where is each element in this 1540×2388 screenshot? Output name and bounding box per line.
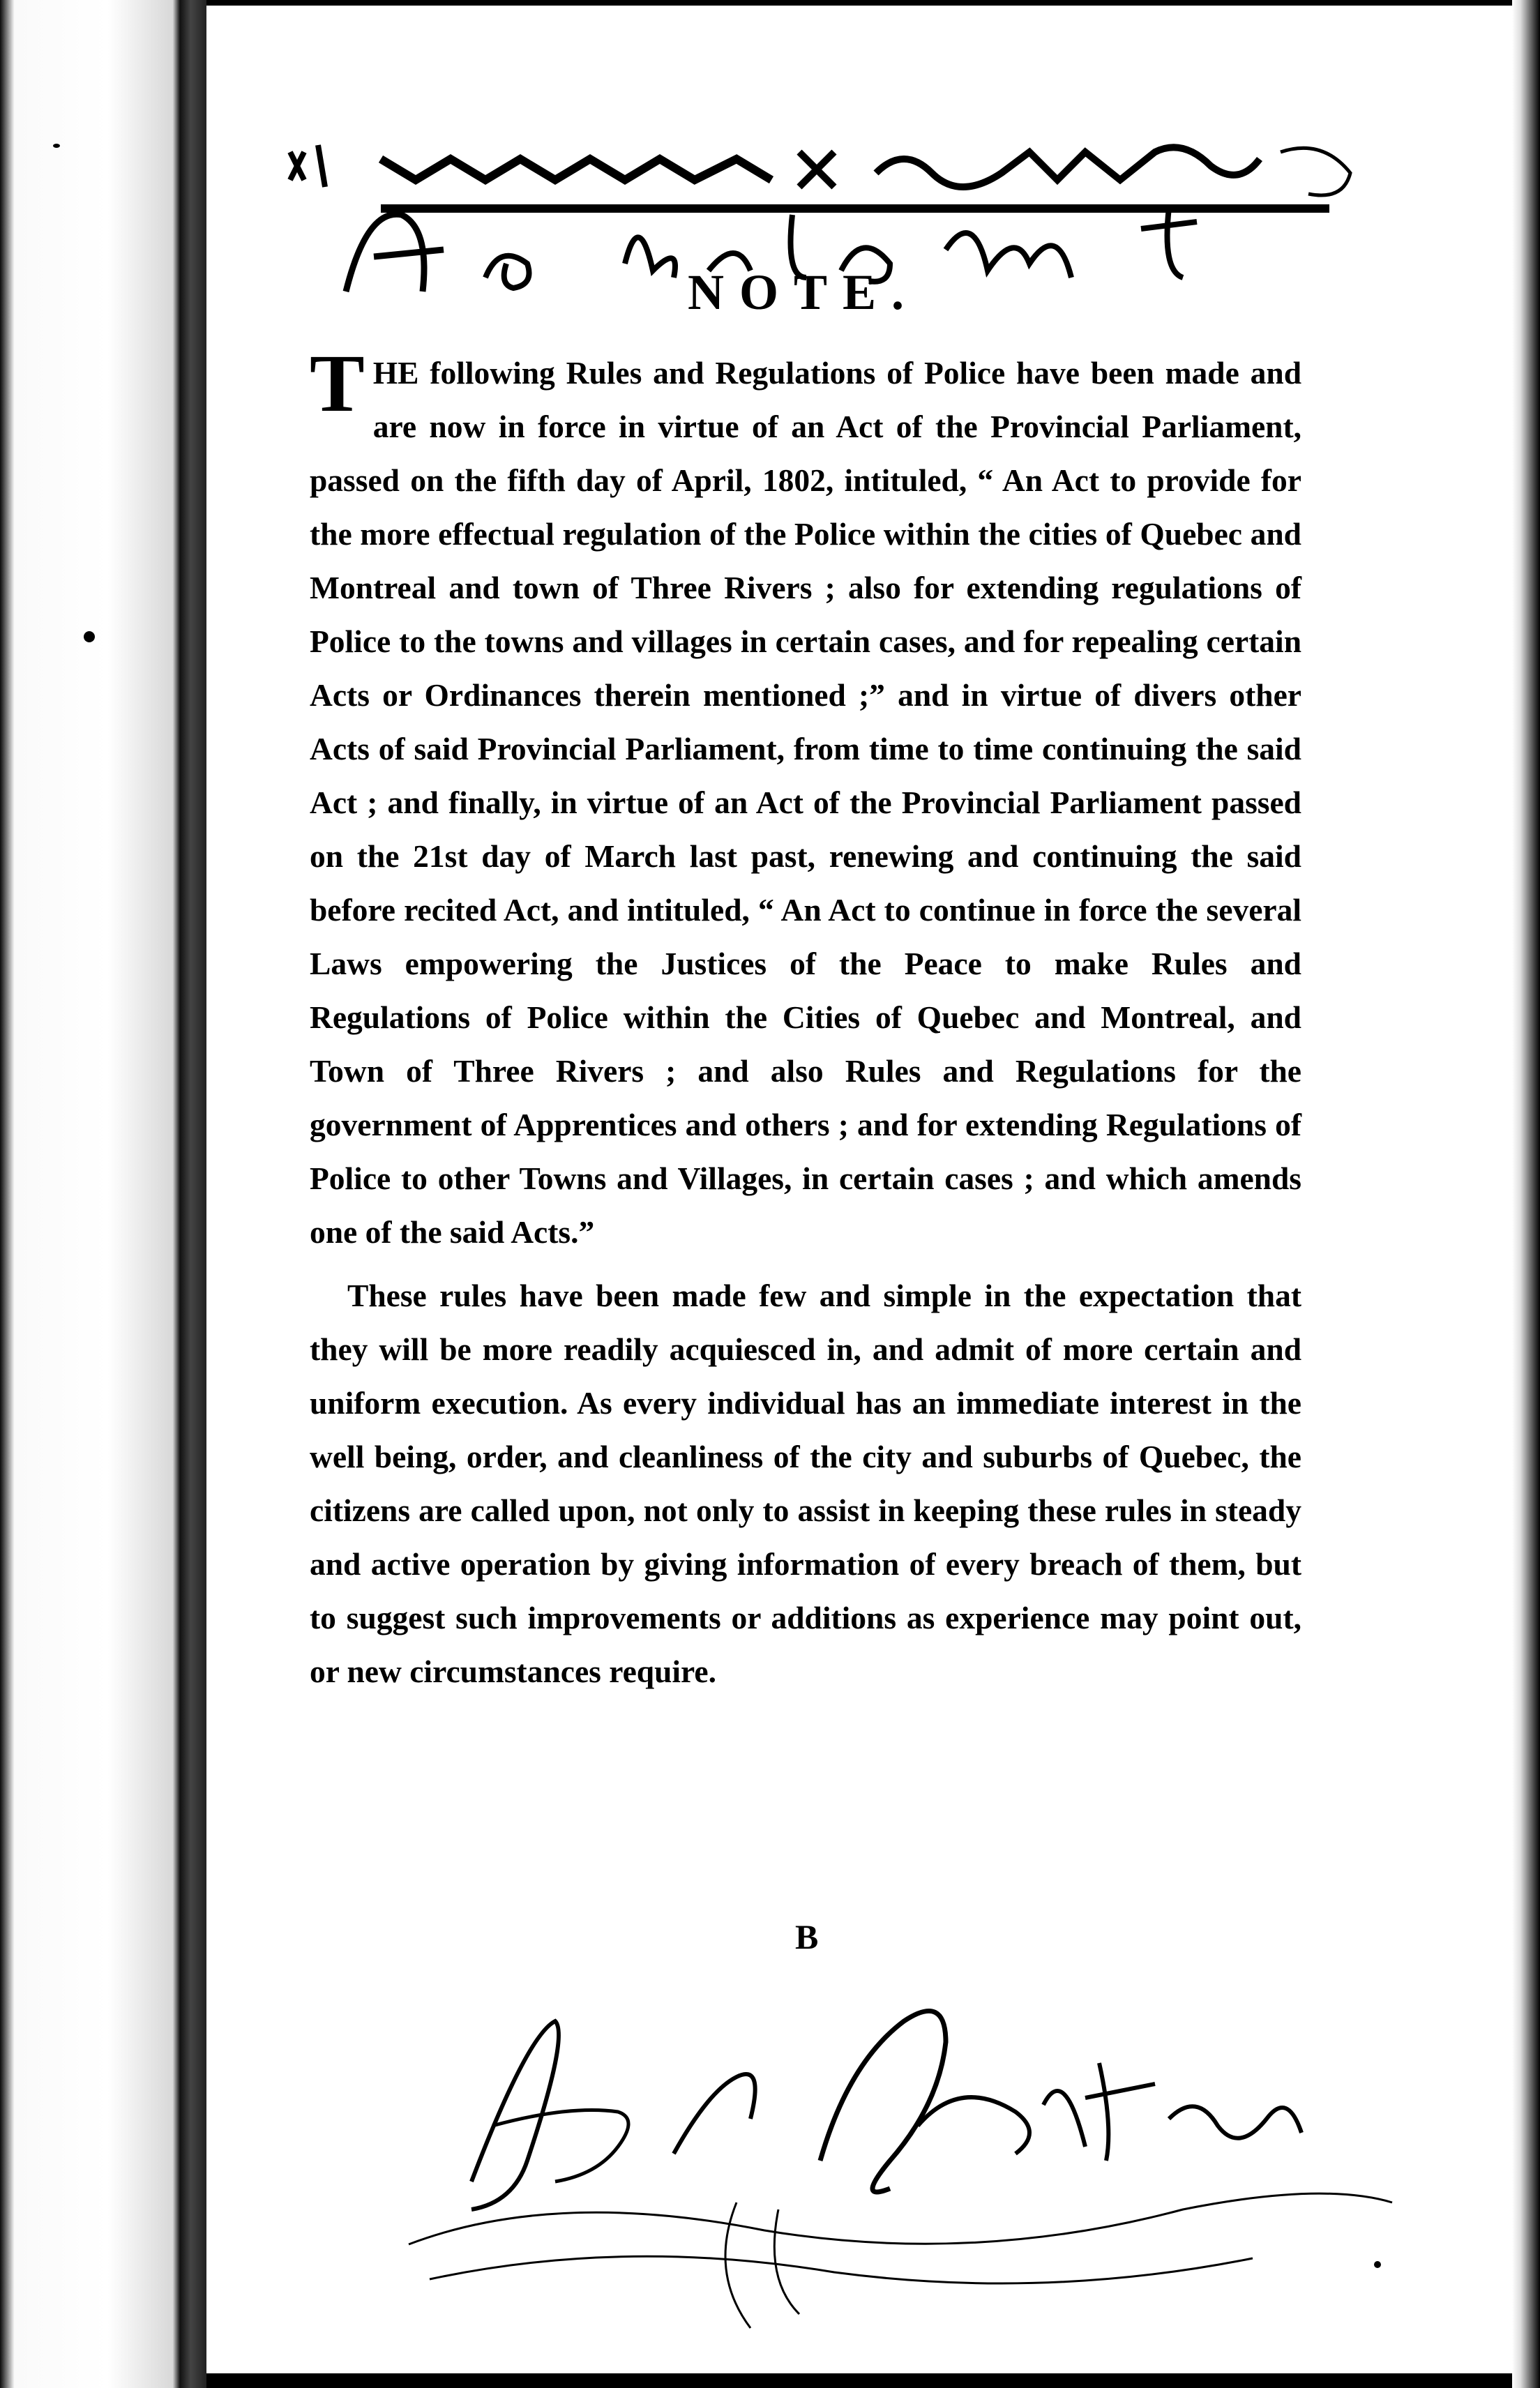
page-title: NOTE.: [688, 264, 920, 320]
ink-speck: [53, 144, 60, 148]
paragraph-2: These rules have been made few and simple in the expectation that they will be more readily acquiesced in, and admit of more certain and uniform execution. As every individual has an immediate interest in the well being, order, and cleanliness of the city and suburbs of Quebec, the citizens are called upon, not only to assist in keeping these rules in steady and active operation by giving information of every breach of them, but to suggest such improvements or additions as experience may point out, or new circumstances require.: [310, 1278, 1301, 1689]
right-page-edge: [1512, 0, 1540, 2388]
ink-speck: [1374, 2261, 1381, 2268]
handwritten-signature: [346, 1979, 1462, 2342]
paragraph-1: THE following Rules and Regulations of Police have been made and are now in force in virtue of an Act of the Provincial Parliament, passed on the fifth day of April, 1802, intituled, “ An Act to provide for the more effectual regulation of the Police within the cities of Quebec and Montreal and town of Three Rivers ; also for extending regulations of Police to the towns and villages in certain cases, and for repealing certain Acts or Ordinances therein mentioned ;” and in virtue of divers other Acts of said Provincial Parliament, from time to time continuing the said Act ; and finally, in virtue of an Act of the Provincial Parliament passed on the 21st day of March last past, renewing and continuing the said before recited Act, and intituled, “ An Act to continue in force the several Laws empowering the Justices of the Peace to make Rules and Regulations of Police within the Cities of Quebec and Montreal, and Town of Three Rivers ; and also Rules and Regulations for the government of Apprentices and others ; and for extending Regulations of Police to other Towns and Villages, in certain cases ; and which amends one of the said Acts.”: [310, 338, 1301, 1250]
signature-mark: B: [795, 1917, 819, 1956]
document-page: [206, 6, 1512, 2373]
body-text: [310, 338, 1301, 1698]
left-page-margin: [0, 0, 180, 2388]
ink-speck: [84, 631, 95, 642]
book-spine: [180, 0, 206, 2388]
